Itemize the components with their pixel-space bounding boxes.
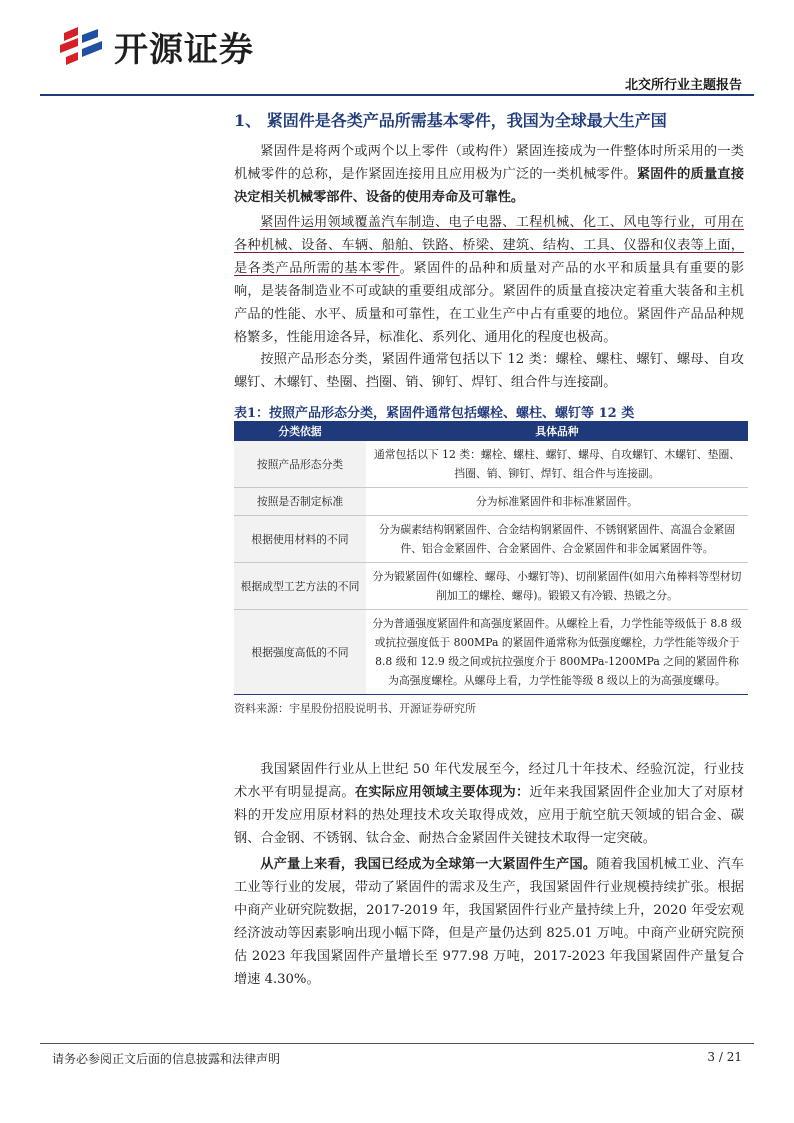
table-cell-varieties: 分为标准紧固件和非标准紧固件。 (366, 488, 748, 516)
table-cell-basis: 根据成型工艺方法的不同 (234, 563, 366, 610)
table-source: 资料来源：宇星股份招股说明书、开源证券研究所 (234, 702, 476, 715)
paragraph-3 (234, 348, 744, 394)
table-cell-varieties: 分为碳素结构钢紧固件、合金结构钢紧固件、不锈钢紧固件、高温合金紧固件、铝合金紧固件、合金紧固件、合金紧固件和非金属紧固件等。 (366, 516, 748, 563)
paragraph-4-text: 我国紧固件行业从上世纪 50 年代发展至今，经过几十年技术、经验沉淀，行业技术水平有明显提高。 (234, 762, 744, 800)
paragraph-1-emphasis: 紧固件的质量直接决定相关机械零部件、设备的使用寿命及可靠性。 (234, 167, 745, 205)
footer-disclaimer: 请务必参阅正文后面的信息披露和法律声明 (52, 1052, 281, 1066)
classification-table (234, 421, 748, 695)
table-header-varieties: 具体品种 (366, 421, 748, 441)
paragraph-4-emphasis: 在实际应用领域主要体现为： (354, 785, 530, 800)
paragraph-1-text: 紧固件是将两个或两个以上零件（或构件）紧固连接成为一件整体时所采用的一类机械零件的总称，是作紧固连接用且应用极为广泛的一类机械零件。 (234, 144, 744, 182)
section-title: 1、 紧固件是各类产品所需基本零件，我国为全球最大生产国 (234, 111, 667, 130)
table-cell-varieties: 分为普通强度紧固件和高强度紧固件。从螺栓上看，力学性能等级低于 8.8 级或抗拉强度低于 800MPa 的紧固件通常称为低强度螺栓，力学性能等级介于 8.8 级和 12.9 级之间或抗拉强度介于 800MPa-1200MPa 之间的紧固件称为高强度螺栓。从螺母上看，力学性能等级 8 级以上的为高强度螺母。 (366, 610, 748, 695)
table-cell-basis: 按照产品形态分类 (234, 441, 366, 488)
report-type: 北交所行业主题报告 (624, 78, 742, 93)
paragraph-1 (234, 140, 744, 209)
paragraph-5-text: 随着我国机械工业、汽车工业等行业的发展，带动了紧固件的需求及生产，我国紧固件行业规模持续扩张。根据中商产业研究院数据，2017-2019 年，我国紧固件行业产量持续上升，2020 年受宏观经济波动等因素影响出现小幅下降，但是产量仍达到 825.01 万吨。中商产业研究院预估 2023 年我国紧固件产量增长至 977.98 万吨，2017-2023 年我国紧固件产量复合增速 4.30%。 (234, 857, 745, 987)
logo-mark-icon (58, 25, 106, 69)
table-row (234, 488, 748, 516)
table-row (234, 516, 748, 563)
paragraph-2 (234, 211, 744, 349)
table-cell-basis: 根据强度高低的不同 (234, 610, 366, 695)
table-header-row (234, 421, 748, 441)
table-row (234, 441, 748, 488)
table-row (234, 563, 748, 610)
footer-divider (40, 1043, 754, 1044)
paragraph-4-text-2: 近年来我国紧固件企业加大了对原材料的开发应用原材料的热处理技术攻关取得成效，应用于航空航天领域的铝合金、碳钢、合金钢、不锈钢、钛合金、耐热合金紧固件关键技术取得一定突破。 (234, 785, 745, 846)
company-logo (58, 22, 254, 71)
table-cell-basis: 按照是否制定标准 (234, 488, 366, 516)
table-caption: 表1：按照产品形态分类，紧固件通常包括螺栓、螺柱、螺钉等 12 类 (234, 406, 635, 421)
table-cell-basis: 根据使用材料的不同 (234, 516, 366, 563)
paragraph-2-text: 。紧固件的品种和质量对产品的水平和质量具有重要的影响，是装备制造业不可或缺的重要组成部分。紧固件的质量直接决定着重大装备和主机产品的性能、水平、质量和可靠性，在工业生产中占有重要的地位。紧固件产品品种规格繁多，性能用途各异，标准化、系列化、通用化的程度也极高。 (234, 261, 745, 345)
table-cell-varieties: 通常包括以下 12 类：螺栓、螺柱、螺钉、螺母、自攻螺钉、木螺钉、垫圈、挡圈、销、铆钉、焊钉、组合件与连接副。 (366, 441, 748, 488)
page-number: 3 / 21 (707, 1050, 742, 1064)
paragraph-2-underlined: 紧固件运用领域覆盖汽车制造、电子电器、工程机械、化工、风电等行业，可用在各种机械、设备、车辆、船舶、铁路、桥梁、建筑、结构、工具、仪器和仪表等上面，是各类产品所需的基本零件 (234, 215, 744, 276)
table-cell-varieties: 分为锻紧固件(如螺栓、螺母、小螺钉等)、切削紧固件(如用六角棒料等型材切削加工的螺栓、螺母)。锻锻又有冷锻、热锻之分。 (366, 563, 748, 610)
header-divider (40, 94, 754, 96)
paragraph-3-text: 按照产品形态分类，紧固件通常包括以下 12 类：螺栓、螺柱、螺钉、螺母、自攻螺钉、木螺钉、垫圈、挡圈、销、铆钉、焊钉、组合件与连接副。 (234, 352, 744, 390)
logo-text: 开源证券 (114, 30, 254, 70)
paragraph-5-emphasis: 从产量上来看，我国已经成为全球第一大紧固件生产国。 (260, 857, 597, 872)
table-header-basis: 分类依据 (234, 421, 366, 441)
table-row (234, 610, 748, 695)
paragraph-4 (234, 758, 744, 850)
paragraph-5 (234, 853, 744, 991)
